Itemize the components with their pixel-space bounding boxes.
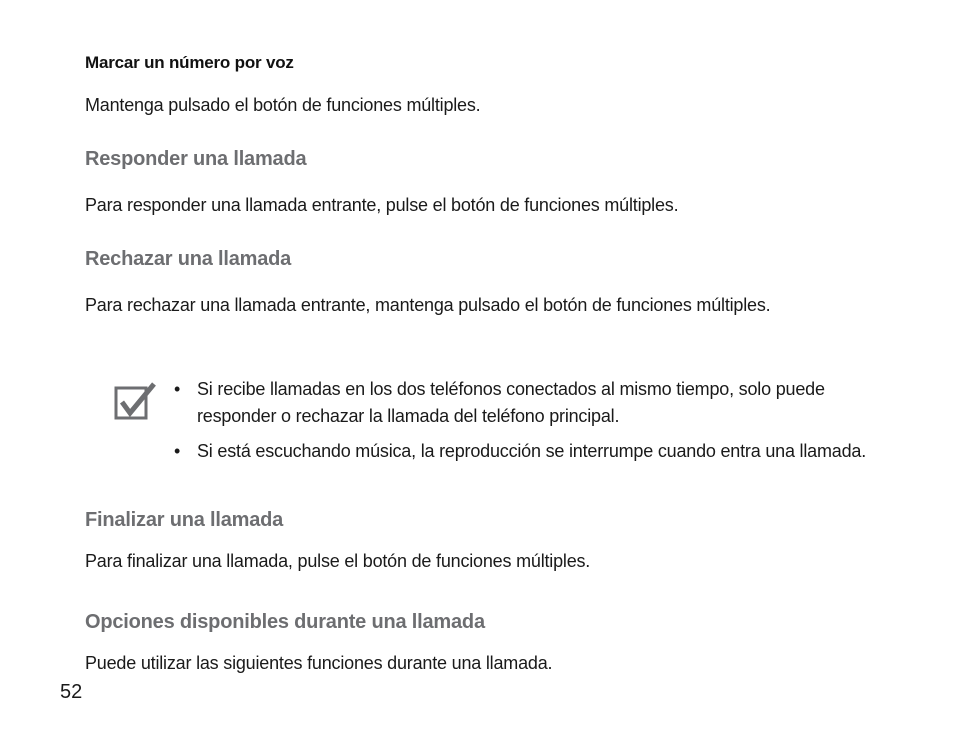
- note-item-text: Si está escuchando música, la reproducción se interrumpe cuando entra una llamada.: [197, 441, 866, 461]
- heading-end-call: Finalizar una llamada: [85, 509, 284, 531]
- text-reject-call: Para rechazar una llamada entrante, mantenga pulsado el botón de funciones múltiples.: [85, 295, 771, 315]
- text-end-call: Para finalizar una llamada, pulse el botón de funciones múltiples.: [85, 551, 591, 571]
- checkbox-check-icon: [114, 382, 158, 420]
- subsection-title: Marcar un número por voz: [85, 53, 294, 72]
- note-list: [170, 376, 870, 473]
- subsection-text: Mantenga pulsado el botón de funciones múltiples.: [85, 95, 481, 115]
- page-number: 52: [60, 681, 83, 703]
- note-item-text: Si recibe llamadas en los dos teléfonos conectados al mismo tiempo, solo puede responder o rechazar la llamada del teléfono principal.: [197, 379, 825, 426]
- heading-answer-call: Responder una llamada: [85, 148, 307, 170]
- note-item: [170, 376, 870, 430]
- heading-reject-call: Rechazar una llamada: [85, 248, 292, 270]
- heading-call-options: Opciones disponibles durante una llamada: [85, 611, 485, 633]
- bullet: •: [174, 441, 181, 461]
- text-answer-call: Para responder una llamada entrante, pulse el botón de funciones múltiples.: [85, 195, 679, 215]
- text-call-options: Puede utilizar las siguientes funciones durante una llamada.: [85, 653, 553, 673]
- bullet: •: [174, 379, 181, 399]
- note-item: [170, 438, 870, 465]
